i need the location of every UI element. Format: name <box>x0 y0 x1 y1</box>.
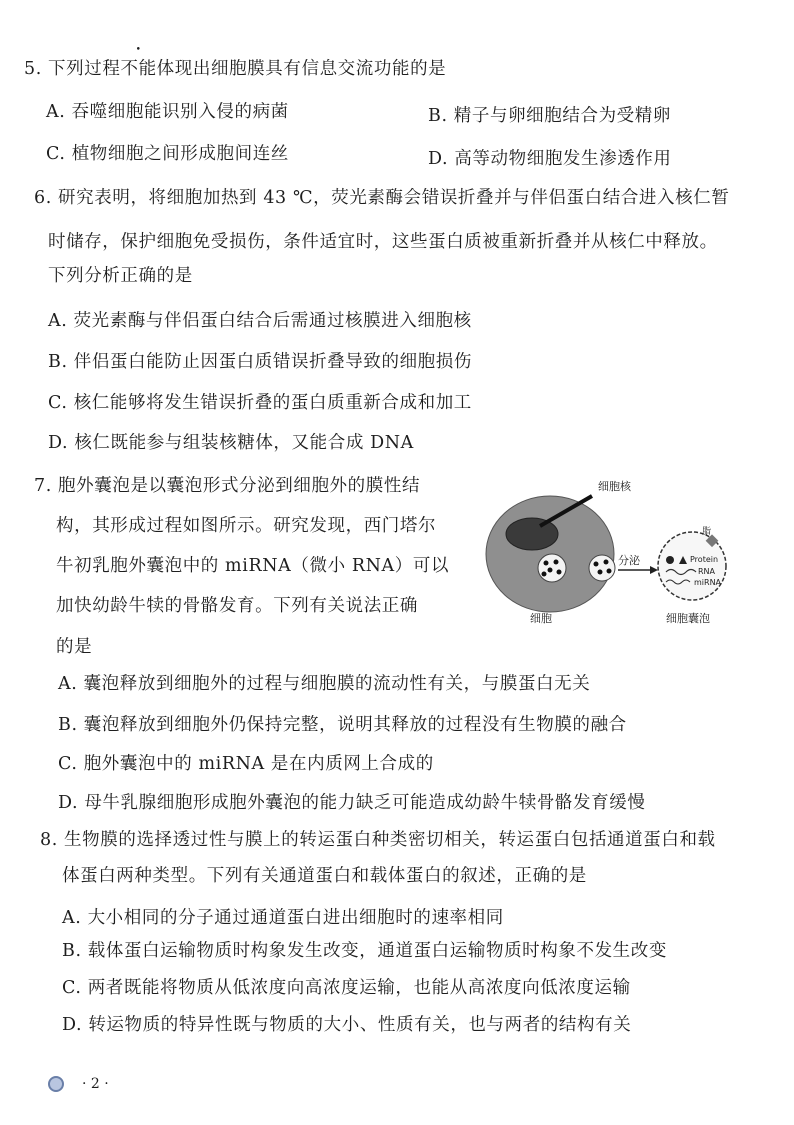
q8-stem-line2: 体蛋白两种类型。下列有关通道蛋白和载体蛋白的叙述，正确的是 <box>62 866 587 886</box>
q8-option-d: D. 转运物质的特异性既与物质的大小、性质有关，也与两者的结构有关 <box>62 1015 632 1035</box>
label-mirna: miRNA <box>694 578 722 587</box>
label-rna: RNA <box>698 567 716 576</box>
q7-option-c: C. 胞外囊泡中的 miRNA 是在内质网上合成的 <box>58 754 434 774</box>
q5-stem-pre: 5. 下列过程 <box>24 59 121 79</box>
q7-stem-line2: 构，其形成过程如图所示。研究发现，西门塔尔 <box>56 516 437 536</box>
q7-stem-line4: 加快幼龄牛犊的骨骼发育。下列有关说法正确 <box>56 596 418 616</box>
label-lipid: 脂 <box>702 527 712 537</box>
q5-stem-post: 体现出细胞膜具有信息交流功能的是 <box>156 59 447 79</box>
page-number: · 2 · <box>82 1076 109 1092</box>
budding-vesicle <box>589 555 615 581</box>
q7-option-a: A. 囊泡释放到细胞外的过程与细胞膜的流动性有关，与膜蛋白无关 <box>58 674 591 694</box>
q6-option-d: D. 核仁既能参与组装核糖体，又能合成 DNA <box>48 433 414 453</box>
q5-option-d: D. 高等动物细胞发生渗透作用 <box>428 149 672 169</box>
q5-stem-emphasis: 不能 <box>120 59 157 79</box>
q6-stem-line3: 下列分析正确的是 <box>48 266 193 286</box>
q6-option-c: C. 核仁能够将发生错误折叠的蛋白质重新合成和加工 <box>48 393 472 413</box>
nucleus <box>506 518 558 550</box>
q7-stem-line3: 牛初乳胞外囊泡中的 miRNA（微小 RNA）可以 <box>56 556 450 576</box>
label-protein: Protein <box>690 555 719 564</box>
q8-option-b: B. 载体蛋白运输物质时构象发生改变，通道蛋白运输物质时构象不发生改变 <box>62 941 667 961</box>
q7-stem-line1: 7. 胞外囊泡是以囊泡形式分泌到细胞外的膜性结 <box>34 476 421 496</box>
q7-vesicle-figure <box>480 468 760 638</box>
q5-option-c: C. 植物细胞之间形成胞间连丝 <box>46 144 289 164</box>
internal-vesicle <box>538 554 566 582</box>
label-nucleus: 细胞核 <box>598 480 631 493</box>
page-footer <box>48 1076 109 1092</box>
q6-option-b: B. 伴侣蛋白能防止因蛋白质错误折叠导致的细胞损伤 <box>48 352 472 372</box>
q6-stem-line1: 6. 研究表明，将细胞加热到 43 ℃，荧光素酶会错误折叠并与伴侣蛋白结合进入核仁暂 <box>34 188 730 208</box>
publisher-logo-icon <box>48 1076 64 1092</box>
q5-option-a: A. 吞噬细胞能识别入侵的病菌 <box>46 102 289 122</box>
label-secrete: 分泌 <box>618 554 640 567</box>
q5-stem <box>24 55 446 80</box>
q6-stem-line2: 时储存，保护细胞免受损伤，条件适宜时，这些蛋白质被重新折叠并从核仁中释放。 <box>48 232 718 252</box>
q7-option-b: B. 囊泡释放到细胞外仍保持完整，说明其释放的过程没有生物膜的融合 <box>58 715 627 735</box>
q8-option-a: A. 大小相同的分子通过通道蛋白进出细胞时的速率相同 <box>62 908 504 928</box>
q8-stem-line1: 8. 生物膜的选择透过性与膜上的转运蛋白种类密切相关，转运蛋白包括通道蛋白和载 <box>40 830 716 850</box>
q8-option-c: C. 两者既能将物质从低浓度向高浓度运输，也能从高浓度向低浓度运输 <box>62 978 631 998</box>
q6-option-a: A. 荧光素酶与伴侣蛋白结合后需通过核膜进入细胞核 <box>48 311 472 331</box>
q7-stem-line5: 的是 <box>56 637 93 657</box>
q7-option-d: D. 母牛乳腺细胞形成胞外囊泡的能力缺乏可能造成幼龄牛犊骨骼发育缓慢 <box>58 793 646 813</box>
label-cell: 细胞 <box>530 612 552 625</box>
q5-option-b: B. 精子与卵细胞结合为受精卵 <box>428 106 671 126</box>
label-vesicle: 细胞囊泡 <box>666 612 710 625</box>
